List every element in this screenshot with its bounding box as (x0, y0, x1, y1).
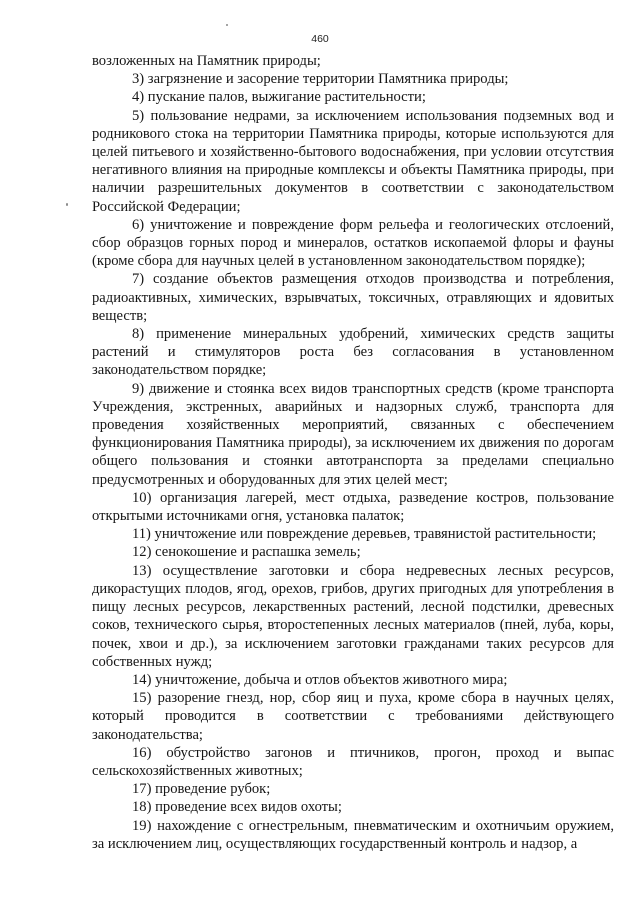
scan-speck (66, 203, 68, 206)
document-text (92, 52, 614, 853)
list-item-3: 3) загрязнение и засорение территории Памятника природы; (132, 71, 509, 88)
scan-speck (226, 24, 228, 26)
list-item-9: 9) движение и стоянка всех видов транспортных средств (кроме транспорта Учреждения, экстренных, аварийных и надзорных служб, транспорта для проведения хозяйственных мероприятий, связанных с обеспечением функционирования Памятника природы), за исключением их движения по дорогам общего пользования и стоянки автотранспорта за пределами специально предусмотренных и оборудованных для этих целей мест; (92, 380, 614, 488)
list-item-14: 14) уничтожение, добыча и отлов объектов животного мира; (132, 671, 508, 688)
list-item-11: 11) уничтожение или повреждение деревьев, травянистой растительности; (132, 526, 597, 543)
list-item-4: 4) пускание палов, выжигание растительности; (132, 89, 426, 106)
list-item-10: 10) организация лагерей, мест отдыха, разведение костров, пользование открытыми источниками огня, установка палаток; (92, 489, 614, 525)
list-item-17: 17) проведение рубок; (132, 781, 271, 798)
list-item-6: 6) уничтожение и повреждение форм рельефа и геологических отслоений, сбор образцов горных пород и минералов, остатков ископаемой флоры и фауны (кроме сбора для научных целей в установленном законодательством порядке); (92, 216, 614, 270)
list-item-8: 8) применение минеральных удобрений, химических средств защиты растений и стимуляторов роста без согласования в установленном законодательством порядке; (92, 326, 614, 379)
list-item-5: 5) пользование недрами, за исключением использования подземных вод и родникового стока на территории Памятника природы, которые используются для целей питьевого и хозяйственно-бытового водоснабжения, при условии отсутствия негативного влияния на природные комплексы и объекты Памятника природы, при наличии разрешительных документов в соответствии с законодательством Российской Федерации; (92, 107, 614, 215)
page-number: 460 (311, 33, 329, 45)
list-item-12: 12) сенокошение и распашка земель; (132, 544, 361, 561)
paragraph-continuation: возложенных на Памятник природы; (92, 53, 321, 69)
list-item-18: 18) проведение всех видов охоты; (132, 799, 342, 816)
list-item-13: 13) осуществление заготовки и сбора недревесных лесных ресурсов, дикорастущих плодов, ягод, орехов, грибов, других пригодных для употребления в пищу лесных ресурсов, лекарственных растений, лесной подстилки, древесных соков, технического сырья, второстепенных лесных материалов (пней, луба, коры, почек, хвои и др.), за исключением заготовки гражданами таких ресурсов для собственных нужд; (92, 562, 614, 670)
list-item-15: 15) разорение гнезд, нор, сбор яиц и пуха, кроме сбора в научных целях, который проводится в соответствии с требованиями действующего законодательства; (92, 690, 614, 743)
list-item-19: 19) нахождение с огнестрельным, пневматическим и охотничьим оружием, за исключением лиц, осуществляющих государственный контроль и надзор, а (92, 817, 614, 852)
list-item-7: 7) создание объектов размещения отходов производства и потребления, радиоактивных, химических, взрывчатых, токсичных, отравляющих и ядовитых веществ; (92, 271, 614, 324)
list-item-16: 16) обустройство загонов и птичников, прогон, проход и выпас сельскохозяйственных животных; (92, 744, 614, 779)
